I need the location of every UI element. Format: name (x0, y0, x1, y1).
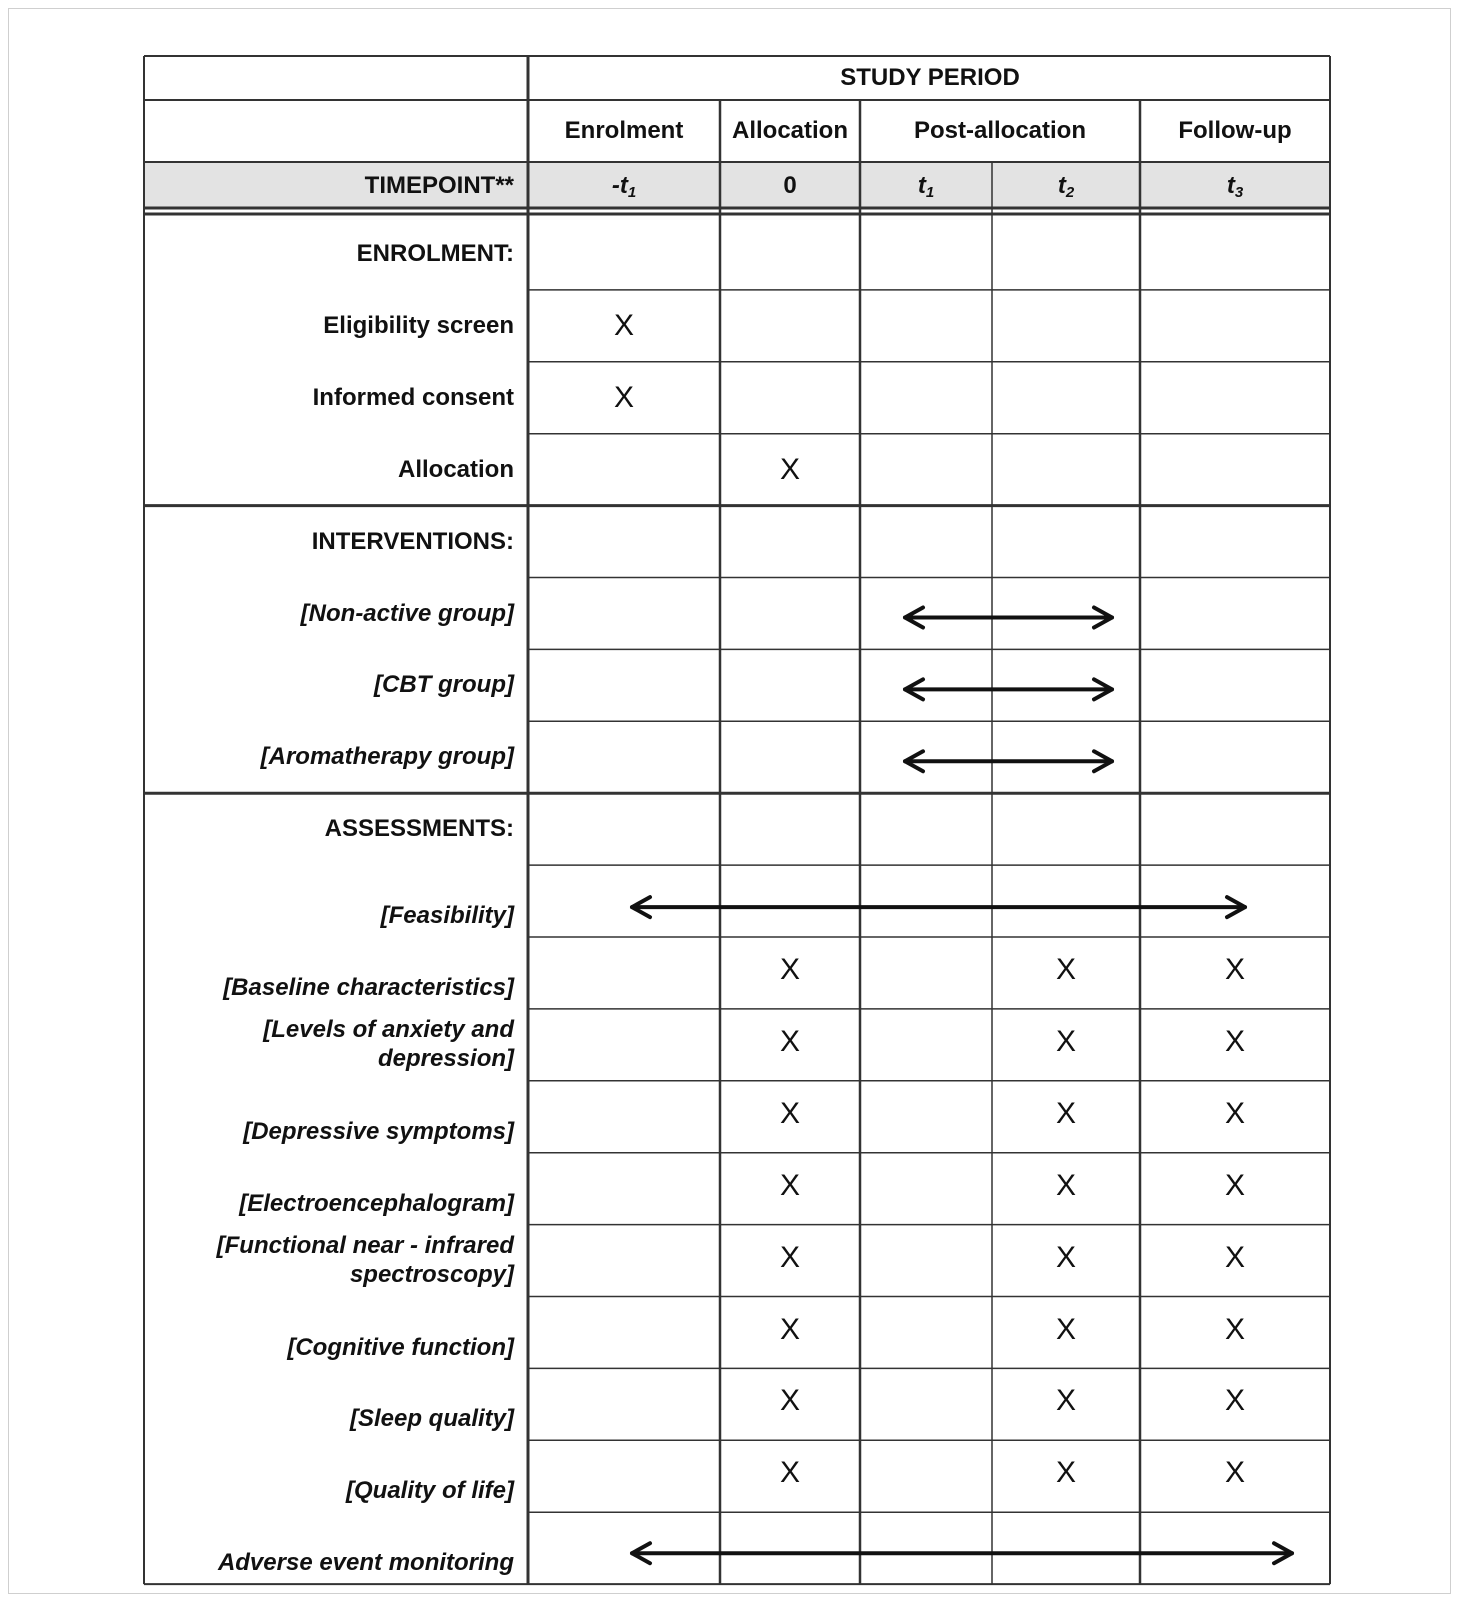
row-label-4: INTERVENTIONS: (311, 527, 514, 555)
mark-row3-col1: X (779, 452, 800, 486)
row-label-17: [Quality of life] (346, 1477, 514, 1505)
mark-row14-col4: X (1224, 1240, 1245, 1274)
row-label-15: [Cognitive function] (287, 1333, 514, 1361)
mark-row16-col4: X (1224, 1384, 1245, 1418)
phase-header-0: Enrolment (564, 117, 684, 144)
row-label-3: Allocation (397, 455, 514, 483)
row-label-14: [Functional near - infrared spectroscopy] (216, 1231, 514, 1288)
mark-row15-col1: X (779, 1312, 800, 1346)
timepoint-1: 0 (783, 172, 797, 199)
row-label-12: [Depressive symptoms] (243, 1117, 514, 1145)
arrow-row-5 (905, 608, 1112, 628)
mark-row10-col1: X (779, 953, 800, 986)
timepoint-4: $t_3$ (1226, 172, 1244, 201)
mark-row17-col4: X (1224, 1456, 1245, 1490)
mark-row17-col3: X (1055, 1456, 1076, 1490)
timepoint-label: TIMEPOINT** (364, 172, 514, 199)
row-label-11: [Levels of anxiety and depression] (263, 1015, 514, 1072)
row-label-0: ENROLMENT: (356, 240, 514, 267)
mark-row15-col3: X (1055, 1312, 1076, 1346)
arrow-row-18 (632, 1543, 1292, 1563)
row-label-2: Informed consent (312, 383, 514, 411)
mark-row11-col1: X (779, 1024, 800, 1058)
mark-row12-col4: X (1224, 1096, 1245, 1130)
mark-row11-col4: X (1224, 1024, 1245, 1058)
mark-row13-col4: X (1224, 1168, 1245, 1202)
phase-header-3: Follow-up (1178, 117, 1292, 144)
arrow-row-9 (632, 897, 1245, 917)
arrow-row-7 (905, 751, 1112, 771)
phase-header-1: Allocation (731, 117, 848, 144)
mark-row12-col1: X (779, 1096, 800, 1130)
mark-row1-col0: X (613, 308, 634, 342)
row-label-1: Eligibility screen (323, 311, 514, 339)
row-label-18: Adverse event monitoring (217, 1549, 514, 1577)
mark-row15-col4: X (1224, 1312, 1245, 1346)
mark-row2-col0: X (613, 380, 634, 414)
row-label-9: [Feasibility] (380, 902, 514, 930)
row-label-5: [Non-active group] (300, 599, 514, 627)
arrow-row-6 (905, 679, 1112, 699)
row-label-10: [Baseline characteristics] (223, 974, 514, 1001)
mark-row16-col1: X (779, 1384, 800, 1418)
timepoint-2: $t_1$ (917, 172, 935, 201)
timepoint-3: $t_2$ (1057, 172, 1075, 201)
row-label-16: [Sleep quality] (349, 1405, 514, 1433)
study-period-header: STUDY PERIOD (840, 64, 1020, 91)
mark-row14-col1: X (779, 1240, 800, 1274)
mark-row10-col3: X (1055, 953, 1076, 986)
mark-row17-col1: X (779, 1456, 800, 1490)
row-label-13: [Electroencephalogram] (239, 1189, 514, 1217)
row-label-6: [CBT group] (374, 671, 514, 699)
mark-row16-col3: X (1055, 1384, 1076, 1418)
mark-row12-col3: X (1055, 1096, 1076, 1130)
mark-row13-col1: X (779, 1168, 800, 1202)
mark-row13-col3: X (1055, 1168, 1076, 1202)
row-label-7: [Aromatherapy group] (260, 743, 514, 771)
mark-row10-col4: X (1224, 953, 1245, 986)
phase-header-2: Post-allocation (913, 117, 1087, 144)
mark-row11-col3: X (1055, 1024, 1076, 1058)
row-label-8: ASSESSMENTS: (324, 815, 514, 843)
mark-row14-col3: X (1055, 1240, 1076, 1274)
timepoint-0: $-t_1$ (611, 172, 637, 201)
